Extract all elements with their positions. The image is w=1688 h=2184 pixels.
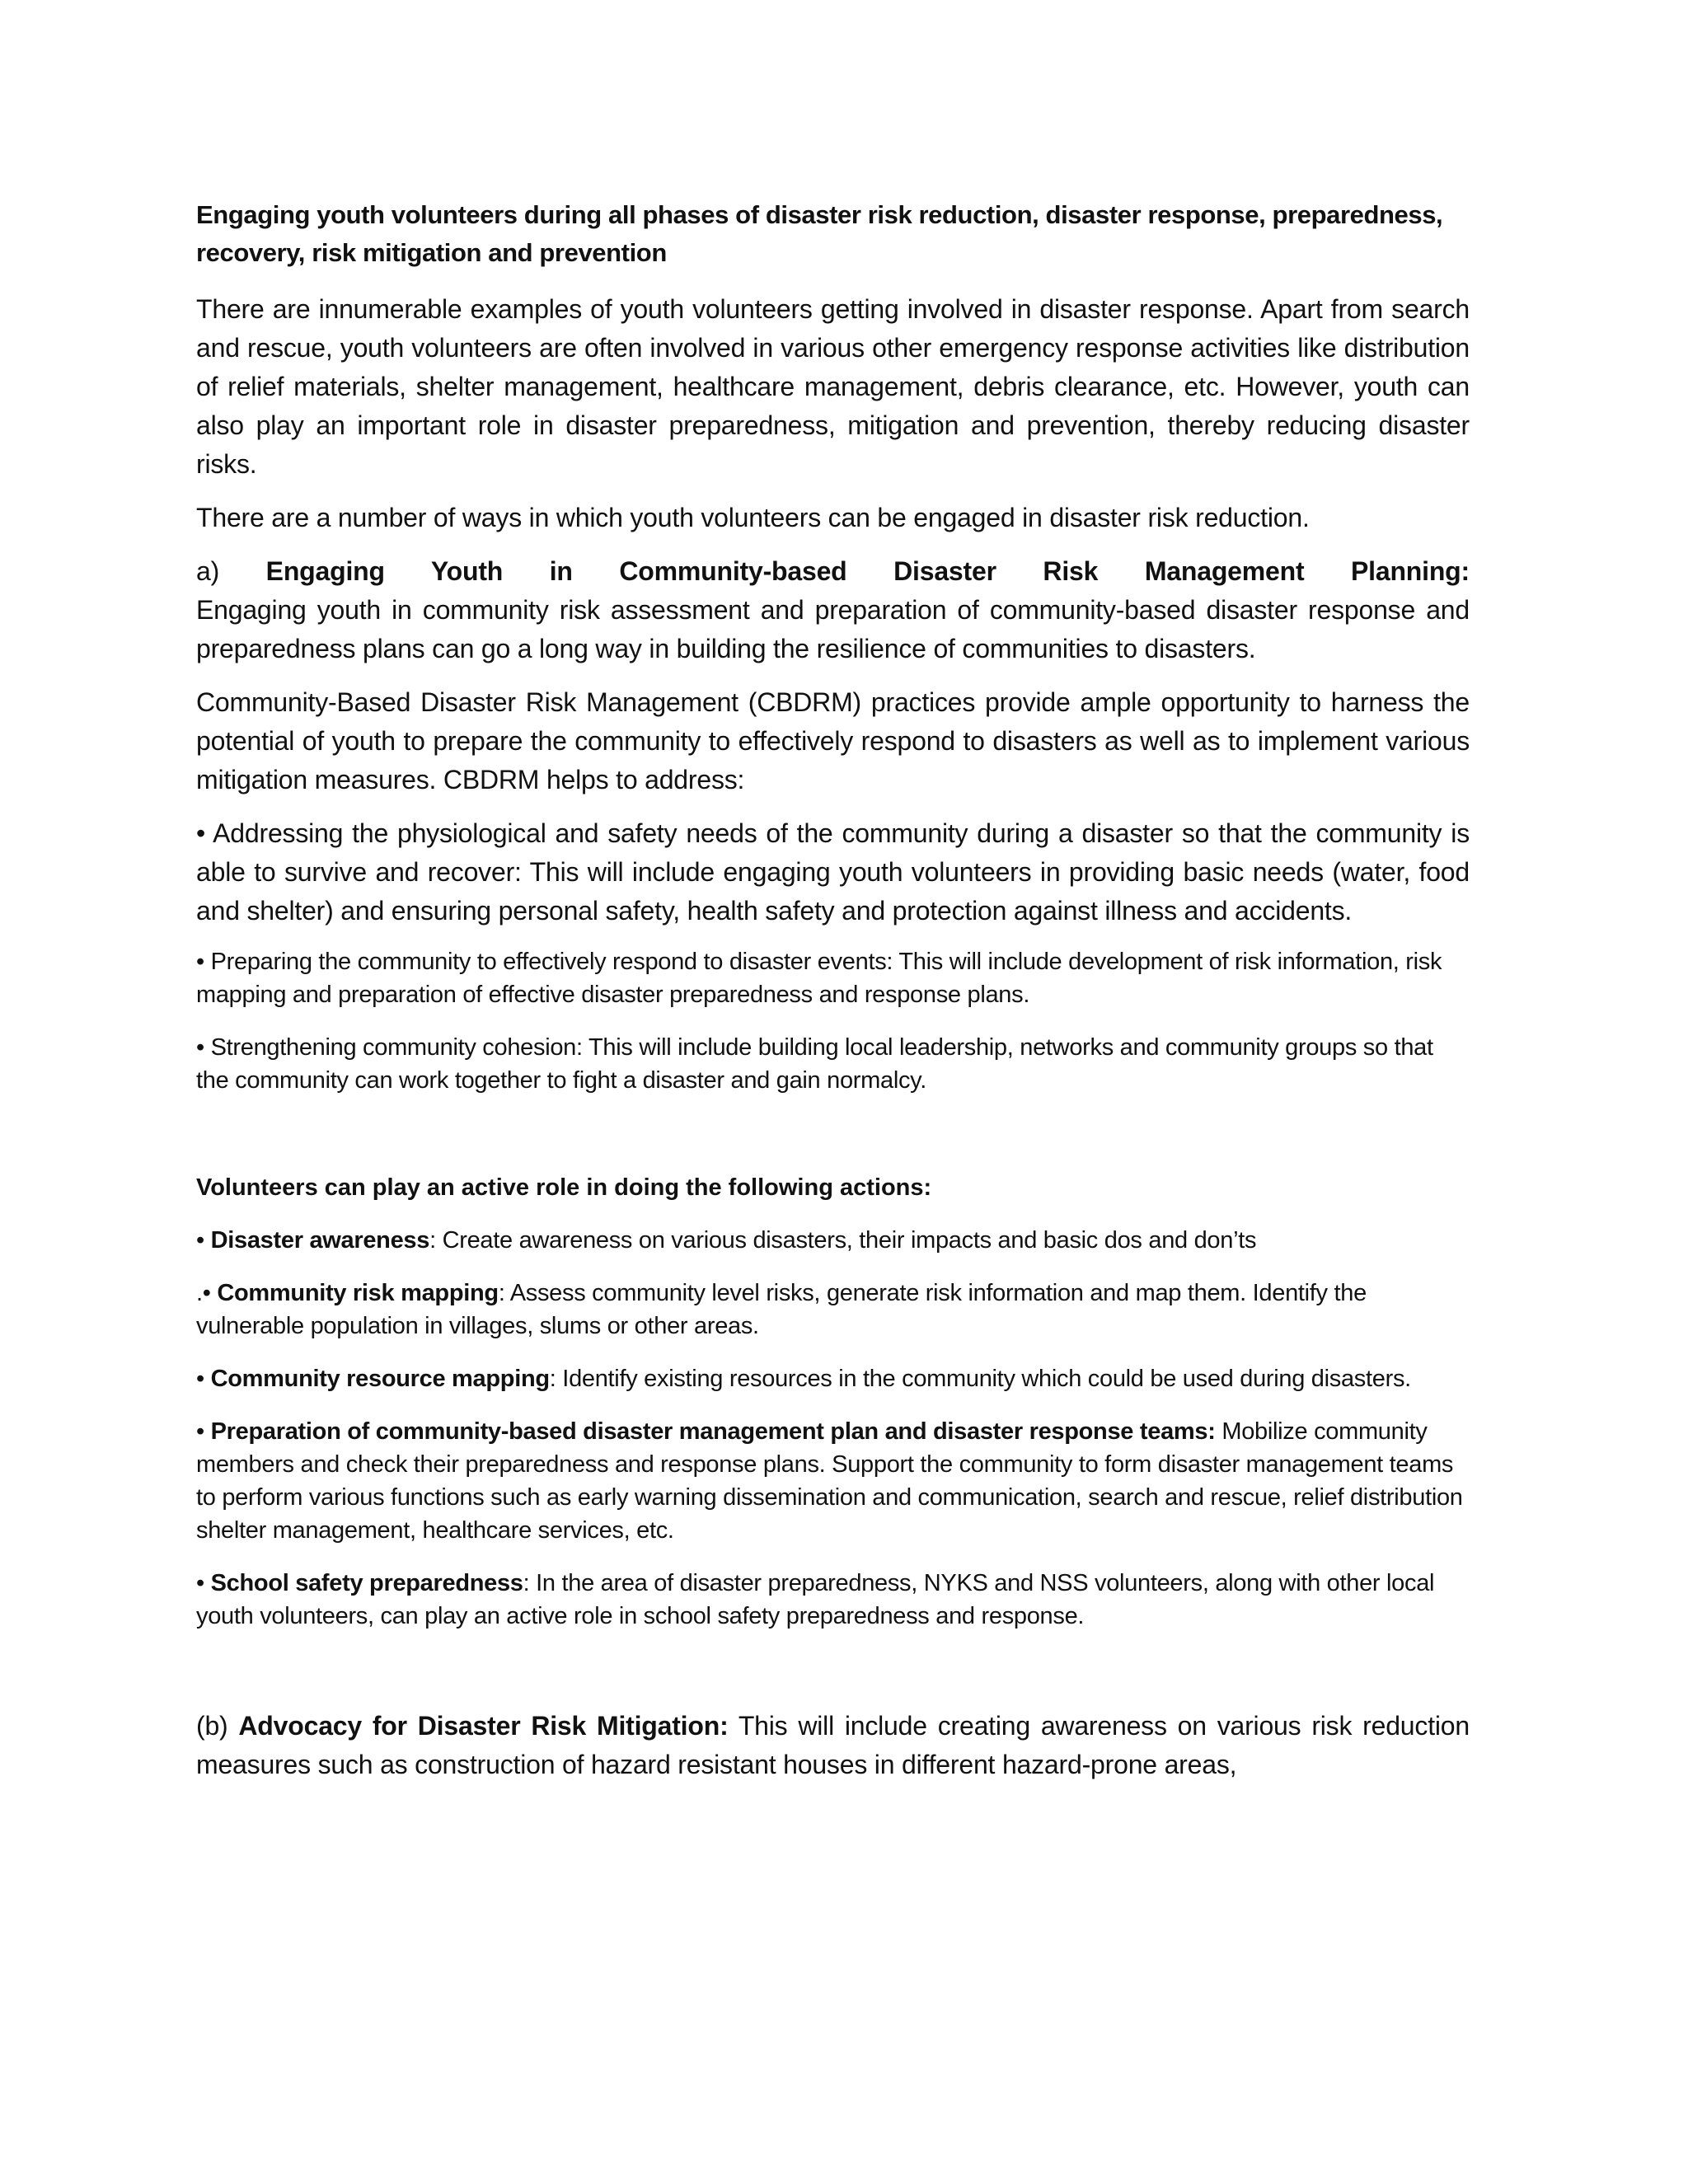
section-a-prefix: a)	[196, 556, 220, 586]
action-bullet: .•	[196, 1280, 218, 1306]
section-b-paragraph	[196, 1707, 1470, 1784]
action-text: : In the area of disaster preparedness, NYKS and NSS volunteers, along with other local youth volunteers, can play an active role in school safety preparedness and response.	[196, 1570, 1435, 1629]
cbdrm-paragraph: Community-Based Disaster Risk Management (CBDRM) practices provide ample opportunity to harness the potential of youth to prepare the community to effectively respond to disasters as well as to implement various mitigation measures. CBDRM helps to address:	[196, 687, 1470, 794]
intro-paragraph-1: There are innumerable examples of youth volunteers getting involved in disaster response. Apart from search and rescue, youth volunteers are often involved in various other emergency response activities like distribution of relief materials, shelter management, healthcare management, debris clearance, etc. However, youth can also play an important role in disaster preparedness, mitigation and prevention, thereby reducing disaster risks.	[196, 294, 1470, 479]
action-label: Preparation of community-based disaster management plan and disaster response teams:	[210, 1418, 1216, 1445]
bullet-community-cohesion: • Strengthening community cohesion: This will include building local leadership, networks and community groups so that the community can work together to fight a disaster and gain normalcy.	[196, 1034, 1433, 1094]
document-title: Engaging youth volunteers during all phases of disaster risk reduction, disaster response, preparedness, recovery, risk mitigation and prevention	[196, 200, 1443, 267]
action-item	[196, 1362, 1470, 1395]
action-item	[196, 1415, 1470, 1547]
action-bullet: •	[196, 1227, 211, 1254]
action-item	[196, 1277, 1470, 1343]
action-label: Community risk mapping	[217, 1280, 499, 1306]
section-a-body: Engaging youth in community risk assessment and preparation of community-based disaster response and preparedness plans can go a long way in building the resilience of communities to disasters.	[196, 595, 1470, 663]
action-label: Disaster awareness	[210, 1227, 430, 1254]
section-a-heading-line	[196, 552, 1470, 591]
document-page	[196, 196, 1470, 1799]
actions-heading: Volunteers can play an active role in doing the following actions:	[196, 1174, 932, 1201]
section-b-prefix: (b)	[196, 1711, 228, 1741]
action-text: : Create awareness on various disasters, their impacts and basic dos and don’ts	[429, 1227, 1257, 1254]
action-bullet: •	[196, 1418, 211, 1445]
action-bullet: •	[196, 1570, 211, 1596]
bullet-preparing-community: • Preparing the community to effectively respond to disaster events: This will include development of risk information, risk mapping and preparation of effective disaster preparedness and response plans.	[196, 949, 1442, 1008]
action-item	[196, 1224, 1470, 1257]
action-label: School safety preparedness	[210, 1570, 523, 1596]
intro-paragraph-2: There are a number of ways in which youth volunteers can be engaged in disaster risk reduction.	[196, 503, 1310, 532]
action-bullet: •	[196, 1366, 211, 1392]
action-label: Community resource mapping	[210, 1366, 550, 1392]
action-text: : Identify existing resources in the community which could be used during disasters.	[549, 1366, 1411, 1392]
section-a-heading: Engaging Youth in Community-based Disaster Risk Management Planning:	[265, 556, 1470, 586]
bullet-physiological-needs: • Addressing the physiological and safety needs of the community during a disaster so that the community is able to survive and recover: This will include engaging youth volunteers in providing basic needs (water, food and shelter) and ensuring personal safety, health safety and protection against illness and accidents.	[196, 818, 1470, 926]
action-text: Mobilize community members and check their preparedness and response plans. Support the community to form disaster management teams to perform various functions such as early warning dissemination and communication, search and rescue, relief distribution shelter management, healthcare services, etc.	[196, 1418, 1463, 1544]
action-item	[196, 1567, 1470, 1633]
section-a-paragraph	[196, 552, 1470, 668]
section-b-body: This will include creating awareness on various risk reduction measures such as construction of hazard resistant houses in different hazard-prone areas,	[196, 1711, 1470, 1779]
action-text: : Assess community level risks, generate risk information and map them. Identify the vulnerable population in villages, slums or other areas.	[196, 1280, 1367, 1339]
section-b-heading: Advocacy for Disaster Risk Mitigation:	[238, 1711, 729, 1741]
